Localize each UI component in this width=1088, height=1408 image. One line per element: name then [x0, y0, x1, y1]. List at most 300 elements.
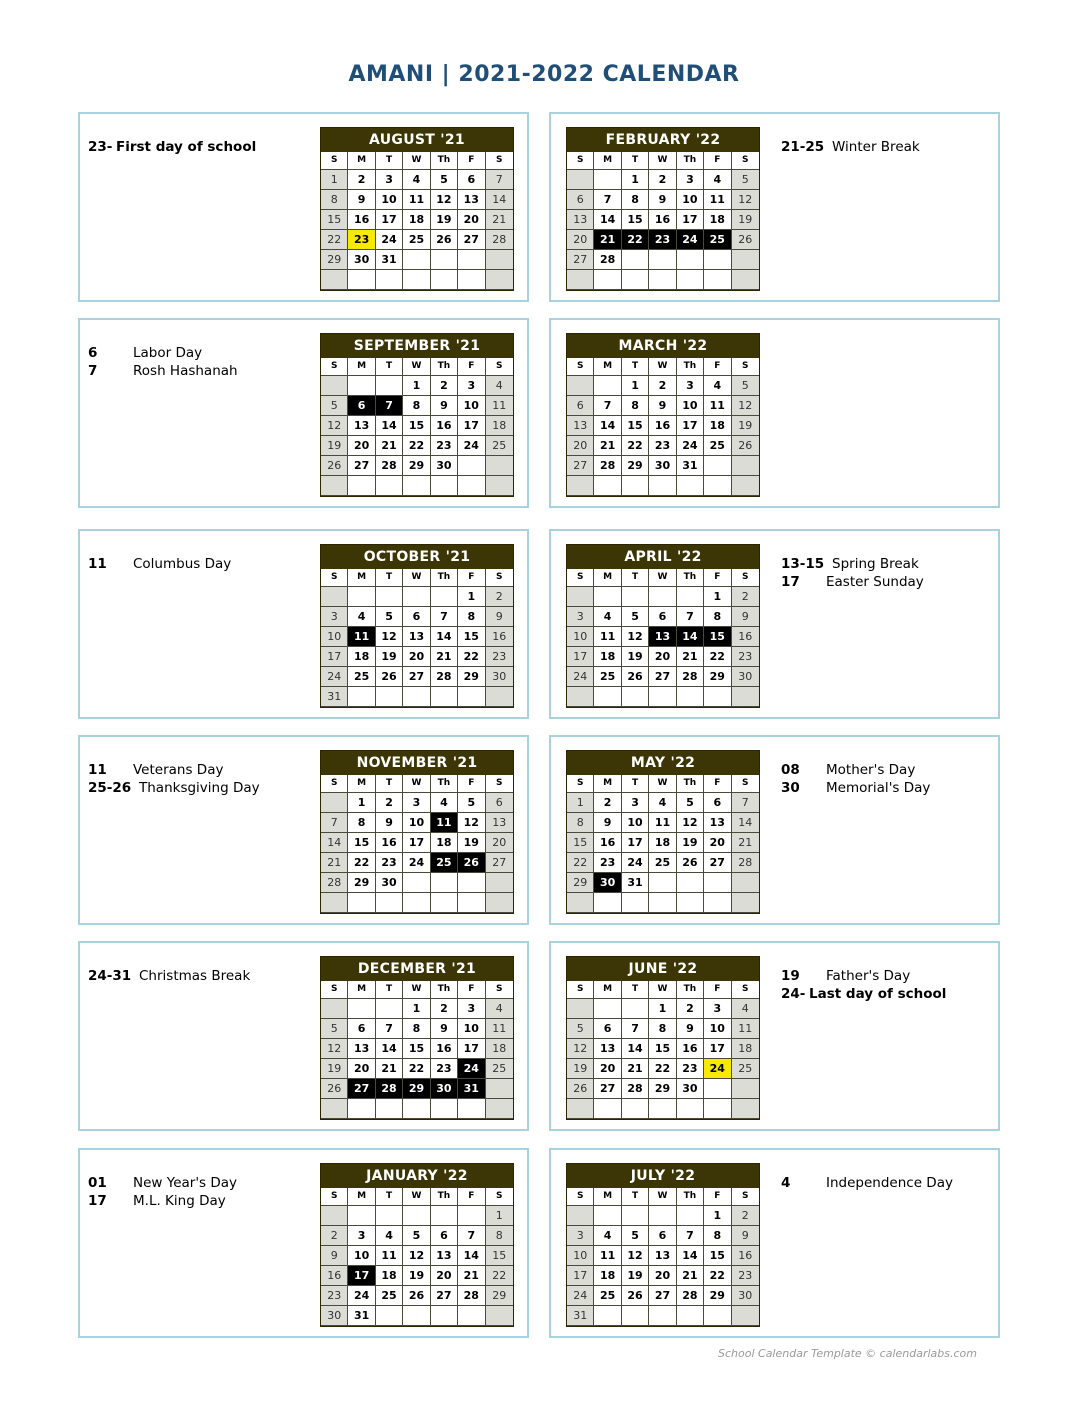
day-cell: 24: [403, 853, 430, 873]
weekday-label: M: [348, 569, 375, 587]
event-name: Memorial's Day: [826, 779, 931, 796]
weekday-label: F: [458, 152, 485, 170]
week-row: [321, 999, 513, 1019]
day-cell: 20: [649, 1266, 676, 1286]
empty-day-cell: [622, 687, 649, 707]
empty-day-cell: [649, 1206, 676, 1226]
day-cell: 9: [732, 1226, 759, 1246]
day-cell: 30: [376, 873, 403, 893]
empty-day-cell: [704, 1099, 731, 1119]
day-cell: 30: [732, 1286, 759, 1306]
event-date: 4: [781, 1175, 791, 1191]
weekday-label: F: [458, 981, 485, 999]
week-row: [321, 687, 513, 707]
empty-day-cell: [594, 476, 621, 496]
week-row: [321, 813, 513, 833]
weekday-label: Th: [677, 152, 704, 170]
event-date: 24-31: [88, 968, 132, 984]
empty-day-cell: [403, 1099, 430, 1119]
empty-day-cell: [704, 873, 731, 893]
empty-day-cell: [458, 1099, 485, 1119]
day-cell: 12: [732, 190, 759, 210]
day-cell: 4: [594, 1226, 621, 1246]
empty-day-cell: [321, 1099, 348, 1119]
month-header: MARCH '22: [567, 334, 759, 358]
weekday-label: M: [594, 358, 621, 376]
empty-day-cell: [348, 476, 375, 496]
day-cell: 23: [594, 853, 621, 873]
day-cell: 13: [649, 1246, 676, 1266]
day-cell: 15: [622, 210, 649, 230]
day-cell: 16: [732, 1246, 759, 1266]
empty-day-cell: [431, 1306, 458, 1326]
day-cell: 2: [677, 999, 704, 1019]
empty-day-cell: [376, 893, 403, 913]
day-cell: 13: [486, 813, 513, 833]
weekday-label: T: [622, 1188, 649, 1206]
week-row: [567, 250, 759, 270]
day-cell: 28: [458, 1286, 485, 1306]
day-cell: 5: [622, 607, 649, 627]
day-cell: 26: [732, 230, 759, 250]
day-cell: 4: [594, 607, 621, 627]
day-cell: 14: [321, 833, 348, 853]
day-cell: 9: [649, 396, 676, 416]
week-row: [567, 170, 759, 190]
day-cell: 21: [677, 647, 704, 667]
weekday-label: S: [567, 981, 594, 999]
day-cell: 10: [458, 1019, 485, 1039]
day-cell: 27: [348, 456, 375, 476]
day-cell: 14: [376, 416, 403, 436]
day-cell: 22: [649, 1059, 676, 1079]
empty-day-cell: [376, 476, 403, 496]
day-cell: 13: [458, 190, 485, 210]
empty-day-cell: [403, 250, 430, 270]
day-cell: 21: [732, 833, 759, 853]
week-row: [321, 170, 513, 190]
day-cell: 13: [403, 627, 430, 647]
month-header: OCTOBER '21: [321, 545, 513, 569]
day-cell: 14: [594, 210, 621, 230]
empty-day-cell: [594, 1206, 621, 1226]
day-cell: 16: [594, 833, 621, 853]
day-cell: 27: [649, 1286, 676, 1306]
day-cell: 1: [403, 376, 430, 396]
day-cell: 20: [486, 833, 513, 853]
event-name: Winter Break: [832, 139, 920, 155]
empty-day-cell: [567, 170, 594, 190]
weekday-label: M: [348, 981, 375, 999]
week-row: [567, 1226, 759, 1246]
day-cell: 23: [321, 1286, 348, 1306]
day-cell: 24: [567, 667, 594, 687]
day-cell: 28: [594, 456, 621, 476]
day-cell: 5: [403, 1226, 430, 1246]
day-cell: 19: [732, 416, 759, 436]
month-calendar-march: [566, 333, 760, 497]
week-row: [567, 627, 759, 647]
day-cell: 4: [486, 999, 513, 1019]
day-cell: 28: [376, 456, 403, 476]
day-cell: 31: [321, 687, 348, 707]
weekday-label: M: [594, 1188, 621, 1206]
week-row: [321, 833, 513, 853]
empty-day-cell: [348, 999, 375, 1019]
day-cell: 27: [486, 853, 513, 873]
empty-day-cell: [403, 587, 430, 607]
day-cell: 24: [677, 230, 704, 250]
day-cell: 19: [732, 210, 759, 230]
weekday-header-row: [567, 358, 759, 376]
weekday-label: W: [649, 569, 676, 587]
day-cell: 23: [677, 1059, 704, 1079]
event-name: Veterans Day: [133, 762, 224, 778]
day-cell: 2: [376, 793, 403, 813]
day-cell: 6: [567, 190, 594, 210]
week-row: [321, 853, 513, 873]
day-cell: 22: [458, 647, 485, 667]
day-cell: 19: [403, 1266, 430, 1286]
day-cell: 6: [348, 396, 375, 416]
day-cell: 2: [594, 793, 621, 813]
day-cell: 4: [431, 793, 458, 813]
day-cell: 30: [348, 250, 375, 270]
day-cell: 3: [677, 376, 704, 396]
weekday-label: W: [403, 981, 430, 999]
day-cell: 10: [348, 1246, 375, 1266]
day-cell: 17: [321, 647, 348, 667]
empty-day-cell: [567, 687, 594, 707]
week-row: [567, 1246, 759, 1266]
day-cell: 19: [321, 1059, 348, 1079]
empty-day-cell: [321, 476, 348, 496]
week-row: [567, 687, 759, 707]
day-cell: 11: [431, 813, 458, 833]
day-cell: 24: [567, 1286, 594, 1306]
empty-day-cell: [376, 270, 403, 290]
day-cell: 6: [431, 1226, 458, 1246]
weekday-label: W: [403, 1188, 430, 1206]
empty-day-cell: [567, 999, 594, 1019]
empty-day-cell: [458, 250, 485, 270]
week-row: [567, 1286, 759, 1306]
day-cell: 25: [704, 436, 731, 456]
day-cell: 29: [486, 1286, 513, 1306]
day-cell: 23: [348, 230, 375, 250]
day-cell: 11: [732, 1019, 759, 1039]
week-row: [321, 190, 513, 210]
day-cell: 10: [677, 190, 704, 210]
day-cell: 4: [649, 793, 676, 813]
empty-day-cell: [376, 1206, 403, 1226]
weekday-label: T: [376, 775, 403, 793]
day-cell: 28: [677, 667, 704, 687]
day-cell: 11: [348, 627, 375, 647]
day-cell: 12: [567, 1039, 594, 1059]
week-row: [567, 270, 759, 290]
day-cell: 11: [486, 1019, 513, 1039]
empty-day-cell: [732, 1099, 759, 1119]
day-cell: 8: [704, 607, 731, 627]
week-row: [321, 376, 513, 396]
day-cell: 17: [567, 1266, 594, 1286]
day-cell: 7: [677, 607, 704, 627]
event-date: 13-15: [781, 556, 825, 572]
day-cell: 5: [622, 1226, 649, 1246]
day-cell: 17: [348, 1266, 375, 1286]
day-cell: 16: [376, 833, 403, 853]
day-cell: 22: [348, 853, 375, 873]
day-cell: 9: [431, 1019, 458, 1039]
day-cell: 8: [704, 1226, 731, 1246]
weekday-header-row: [567, 569, 759, 587]
day-cell: 26: [321, 456, 348, 476]
month-header: JULY '22: [567, 1164, 759, 1188]
week-row: [567, 647, 759, 667]
weekday-label: S: [567, 358, 594, 376]
empty-day-cell: [594, 270, 621, 290]
day-cell: 27: [649, 667, 676, 687]
event-date: 01: [88, 1175, 107, 1191]
day-cell: 18: [486, 416, 513, 436]
day-cell: 23: [486, 647, 513, 667]
weekday-label: T: [376, 152, 403, 170]
day-cell: 26: [677, 853, 704, 873]
day-cell: 29: [649, 1079, 676, 1099]
day-cell: 26: [622, 667, 649, 687]
day-cell: 19: [431, 210, 458, 230]
weekday-label: S: [486, 358, 513, 376]
weekday-label: S: [567, 152, 594, 170]
event-date: 24-: [781, 985, 806, 1002]
day-cell: 28: [594, 250, 621, 270]
week-row: [321, 250, 513, 270]
day-cell: 31: [567, 1306, 594, 1326]
event-date: 17: [781, 573, 800, 590]
day-cell: 29: [704, 1286, 731, 1306]
empty-day-cell: [458, 476, 485, 496]
weekday-label: M: [594, 775, 621, 793]
weekday-label: S: [732, 1188, 759, 1206]
month-calendar-november: [320, 750, 514, 914]
day-cell: 29: [348, 873, 375, 893]
day-cell: 10: [567, 1246, 594, 1266]
day-cell: 21: [594, 230, 621, 250]
empty-day-cell: [376, 587, 403, 607]
week-row: [321, 1246, 513, 1266]
empty-day-cell: [704, 687, 731, 707]
event-name: New Year's Day: [133, 1175, 238, 1191]
week-row: [567, 456, 759, 476]
week-row: [567, 813, 759, 833]
weekday-label: S: [486, 569, 513, 587]
empty-day-cell: [704, 456, 731, 476]
weekday-label: Th: [677, 981, 704, 999]
empty-day-cell: [431, 893, 458, 913]
day-cell: 7: [594, 190, 621, 210]
empty-day-cell: [348, 376, 375, 396]
day-cell: 11: [594, 627, 621, 647]
day-cell: 20: [704, 833, 731, 853]
event-date: 7: [88, 362, 98, 379]
weekday-label: W: [649, 358, 676, 376]
day-cell: 1: [567, 793, 594, 813]
month-calendar-june: [566, 956, 760, 1120]
empty-day-cell: [594, 1099, 621, 1119]
day-cell: 11: [403, 190, 430, 210]
event-date: 21-25: [781, 139, 825, 155]
day-cell: 11: [376, 1246, 403, 1266]
month-header: FEBRUARY '22: [567, 128, 759, 152]
page-title: AMANI | 2021-2022 CALENDAR: [348, 62, 740, 87]
event-date: 17: [88, 1192, 107, 1209]
day-cell: 3: [622, 793, 649, 813]
day-cell: 20: [594, 1059, 621, 1079]
empty-day-cell: [704, 270, 731, 290]
week-row: [567, 396, 759, 416]
week-row: [321, 230, 513, 250]
empty-day-cell: [431, 687, 458, 707]
day-cell: 9: [732, 607, 759, 627]
empty-day-cell: [594, 1306, 621, 1326]
day-cell: 7: [732, 793, 759, 813]
event-name: Easter Sunday: [826, 573, 924, 590]
day-cell: 27: [458, 230, 485, 250]
weekday-label: Th: [431, 981, 458, 999]
day-cell: 27: [403, 667, 430, 687]
empty-day-cell: [677, 873, 704, 893]
day-cell: 22: [403, 1059, 430, 1079]
day-cell: 26: [403, 1286, 430, 1306]
empty-day-cell: [348, 1206, 375, 1226]
weekday-label: Th: [431, 775, 458, 793]
day-cell: 2: [649, 376, 676, 396]
day-cell: 5: [321, 1019, 348, 1039]
week-row: [321, 1306, 513, 1326]
day-cell: 16: [677, 1039, 704, 1059]
empty-day-cell: [594, 999, 621, 1019]
empty-day-cell: [403, 687, 430, 707]
day-cell: 1: [649, 999, 676, 1019]
day-cell: 10: [458, 396, 485, 416]
day-cell: 6: [567, 396, 594, 416]
day-cell: 15: [486, 1246, 513, 1266]
empty-day-cell: [321, 999, 348, 1019]
day-cell: 28: [431, 667, 458, 687]
weekday-header-row: [321, 775, 513, 793]
empty-day-cell: [431, 1099, 458, 1119]
day-cell: 31: [677, 456, 704, 476]
empty-day-cell: [594, 170, 621, 190]
day-cell: 1: [486, 1206, 513, 1226]
event-date: 23-: [88, 139, 113, 155]
weekday-label: W: [649, 1188, 676, 1206]
weekday-label: F: [704, 152, 731, 170]
day-cell: 7: [677, 1226, 704, 1246]
empty-day-cell: [486, 476, 513, 496]
day-cell: 8: [567, 813, 594, 833]
day-cell: 10: [704, 1019, 731, 1039]
day-cell: 21: [458, 1266, 485, 1286]
week-row: [567, 1266, 759, 1286]
empty-day-cell: [704, 1306, 731, 1326]
week-row: [321, 587, 513, 607]
day-cell: 1: [321, 170, 348, 190]
week-row: [567, 667, 759, 687]
day-cell: 19: [321, 436, 348, 456]
day-cell: 13: [567, 416, 594, 436]
day-cell: 12: [622, 1246, 649, 1266]
empty-day-cell: [321, 376, 348, 396]
day-cell: 15: [649, 1039, 676, 1059]
empty-day-cell: [649, 687, 676, 707]
day-cell: 13: [704, 813, 731, 833]
empty-day-cell: [732, 893, 759, 913]
day-cell: 30: [486, 667, 513, 687]
day-cell: 11: [486, 396, 513, 416]
day-cell: 3: [458, 376, 485, 396]
weekday-label: T: [622, 358, 649, 376]
day-cell: 1: [348, 793, 375, 813]
day-cell: 6: [649, 607, 676, 627]
day-cell: 2: [732, 1206, 759, 1226]
day-cell: 21: [486, 210, 513, 230]
weekday-label: S: [486, 775, 513, 793]
day-cell: 13: [348, 416, 375, 436]
day-cell: 5: [567, 1019, 594, 1039]
day-cell: 19: [677, 833, 704, 853]
week-row: [567, 416, 759, 436]
empty-day-cell: [321, 793, 348, 813]
weekday-label: S: [567, 569, 594, 587]
day-cell: 7: [458, 1226, 485, 1246]
event-name: Columbus Day: [133, 556, 232, 572]
month-calendar-may: [566, 750, 760, 914]
weekday-label: S: [321, 152, 348, 170]
empty-day-cell: [622, 270, 649, 290]
day-cell: 26: [431, 230, 458, 250]
weekday-label: W: [649, 152, 676, 170]
day-cell: 22: [403, 436, 430, 456]
week-row: [321, 1286, 513, 1306]
week-row: [321, 1079, 513, 1099]
day-cell: 16: [486, 627, 513, 647]
day-cell: 18: [486, 1039, 513, 1059]
day-cell: 18: [594, 647, 621, 667]
week-row: [567, 853, 759, 873]
empty-day-cell: [567, 893, 594, 913]
empty-day-cell: [458, 893, 485, 913]
day-cell: 11: [649, 813, 676, 833]
day-cell: 29: [458, 667, 485, 687]
empty-day-cell: [677, 587, 704, 607]
empty-day-cell: [649, 873, 676, 893]
weekday-label: Th: [431, 569, 458, 587]
event-name: Spring Break: [832, 556, 919, 572]
day-cell: 5: [458, 793, 485, 813]
month-calendar-april: [566, 544, 760, 708]
day-cell: 14: [486, 190, 513, 210]
day-cell: 18: [431, 833, 458, 853]
event-date: 11: [88, 556, 107, 572]
day-cell: 21: [622, 1059, 649, 1079]
week-row: [321, 667, 513, 687]
week-row: [567, 376, 759, 396]
day-cell: 31: [348, 1306, 375, 1326]
empty-day-cell: [567, 587, 594, 607]
day-cell: 8: [622, 396, 649, 416]
